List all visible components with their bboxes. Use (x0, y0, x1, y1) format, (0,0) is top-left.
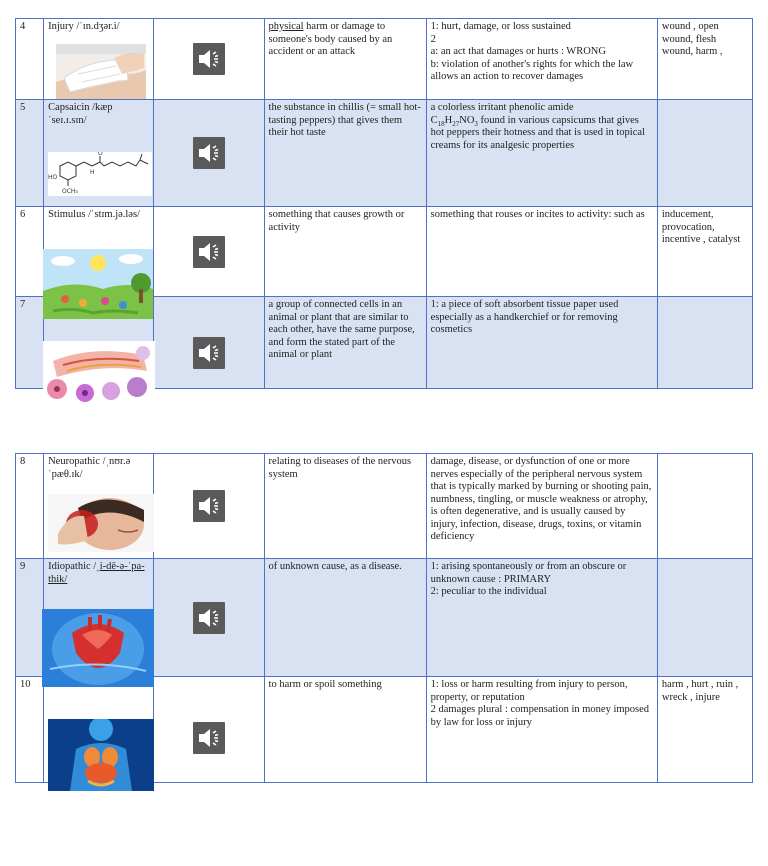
synonyms (657, 454, 752, 559)
full-definition: 1: a piece of soft absorbent tissue paper used especially as a handkerchief or for removing cosmetics (426, 297, 657, 389)
row-number: 4 (16, 19, 44, 100)
full-definition: a colorless irritant phenolic amide $C_{18}H_{27}NO_3$ found in various capsicums that gives hot peppers their hotness and that is used in topical creams for its analgesic properties (426, 100, 657, 207)
full-definition: something that rouses or incites to activity: such as (426, 207, 657, 297)
synonyms (657, 297, 752, 389)
svg-text:OCH₃: OCH₃ (62, 188, 78, 195)
speaker-icon[interactable] (193, 43, 225, 75)
audio-cell (154, 454, 264, 559)
synonyms (657, 559, 752, 677)
audio-cell (154, 207, 264, 297)
audio-cell (154, 559, 264, 677)
full-definition: damage, disease, or dysfunction of one or more nerves especially of the peripheral nervous system that is typically marked by burning or shooting pain, numbness, tingling, or muscle weakness or atrophy, is often degenerative, and is usually caused by injury, infection, disease, drugs, toxins, or vitamin deficiency (426, 454, 657, 559)
simple-definition: of unknown cause, as a disease. (264, 559, 426, 677)
word-pronunciation: Neuropathic /ˌnʊr.ə ˈpæθ.ɪk/ (48, 456, 131, 480)
synonyms: harm , hurt , ruin , wreck , injure (657, 677, 752, 783)
table-row (16, 19, 753, 100)
glowing-heart-image (42, 609, 154, 687)
row-number: 8 (16, 454, 44, 559)
word-cell (44, 454, 154, 559)
synonyms: wound , open wound, flesh wound, harm , (657, 19, 752, 100)
head-pain-image (48, 494, 154, 552)
full-definition: 1: arising spontaneously or from an obscure or unknown cause : PRIMARY 2: peculiar to the individual (426, 559, 657, 677)
park-playing-image (43, 249, 153, 319)
full-definition: 1: loss or harm resulting from injury to person, property, or reputation 2 damages plural : compensation in money imposed by law for loss or injury (426, 677, 657, 783)
vocab-table-2 (15, 453, 753, 783)
table-row (16, 207, 753, 297)
word-cell (44, 677, 154, 783)
word-pronunciation: Capsaicin /kæp ˈseɪ.ɪ.sɪn/ (48, 102, 113, 126)
simple-definition: physical harm or damage to someone's body caused by an accident or an attack (264, 19, 426, 100)
synonyms: inducement, provocation, incentive , catalyst (657, 207, 752, 297)
row-number: 9 (16, 559, 44, 677)
vocab-table-1 (15, 18, 753, 389)
word-cell (44, 207, 154, 297)
word-cell (44, 559, 154, 677)
speaker-icon[interactable] (193, 602, 225, 634)
speaker-icon[interactable] (193, 490, 225, 522)
table-row (16, 677, 753, 783)
simple-definition: something that causes growth or activity (264, 207, 426, 297)
simple-definition: to harm or spoil something (264, 677, 426, 783)
audio-cell (154, 19, 264, 100)
audio-cell (154, 677, 264, 783)
simple-definition: the substance in chillis (= small hot-tasting peppers) that gives them their hot taste (264, 100, 426, 207)
table-row (16, 559, 753, 677)
svg-text:HO: HO (48, 174, 58, 181)
capsaicin-molecule-image (48, 152, 152, 196)
simple-definition: a group of connected cells in an animal or plant that are similar to each other, have the same purpose, and form the stated part of the animal or plant (264, 297, 426, 389)
speaker-icon[interactable] (193, 337, 225, 369)
tissue-types-image (43, 341, 155, 407)
row-number: 10 (16, 677, 44, 783)
speaker-icon[interactable] (193, 722, 225, 754)
word-pronunciation: Injury /ˈɪn.dʒər.i/ (48, 21, 120, 32)
full-definition: 1: hurt, damage, or loss sustained 2 a: an act that damages or hurts : WRONG b: violation of another's rights for which the law allows an action to recover damages (426, 19, 657, 100)
audio-cell (154, 297, 264, 389)
audio-cell (154, 100, 264, 207)
synonyms (657, 100, 752, 207)
word-cell (44, 100, 154, 207)
svg-text:O: O (98, 152, 103, 157)
word-pronunciation: Stimulus /ˈstɪm.jə.ləs/ (48, 209, 140, 220)
word-pronunciation: Idiopathic /ˌi-dē-ə-ˈpa-thik/ (48, 561, 145, 585)
speaker-icon[interactable] (193, 137, 225, 169)
table-row (16, 454, 753, 559)
speaker-icon[interactable] (193, 236, 225, 268)
row-number: 5 (16, 100, 44, 207)
simple-definition: relating to diseases of the nervous system (264, 454, 426, 559)
internal-organs-image (48, 719, 154, 791)
table-row (16, 100, 753, 207)
word-cell (44, 19, 154, 100)
row-number: 6 (16, 207, 44, 297)
row-number: 7 (16, 297, 44, 389)
bandaged-wrist-image (56, 44, 146, 99)
svg-text:H: H (90, 169, 95, 176)
